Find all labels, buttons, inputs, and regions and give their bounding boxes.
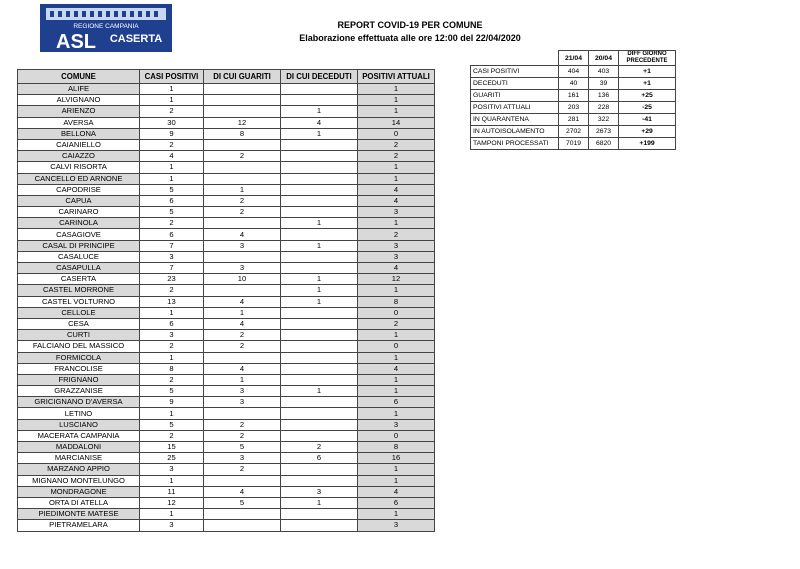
value-cell: 1 [281,106,358,117]
value-cell: 3 [358,240,435,251]
value-cell: 2 [140,106,204,117]
value-cell: 1 [140,352,204,363]
table-row [18,497,435,508]
value-cell [204,95,281,106]
value-cell [281,207,358,218]
summary-value: +1 [619,66,676,78]
value-cell [204,285,281,296]
table-row [18,397,435,408]
value-cell: 2 [358,139,435,150]
summary-value: -25 [619,102,676,114]
value-cell: 7 [140,240,204,251]
comune-cell: CASERTA [18,274,140,285]
table-row [18,330,435,341]
value-cell [204,352,281,363]
value-cell [281,95,358,106]
table-row [18,285,435,296]
value-cell: 2 [204,430,281,441]
value-cell: 4 [358,195,435,206]
comune-cell: CANCELLO ED ARNONE [18,173,140,184]
value-cell: 6 [140,195,204,206]
table-row [18,139,435,150]
table-row [18,229,435,240]
table-row [18,386,435,397]
comune-cell: CASAGIOVE [18,229,140,240]
summary-label: POSITIVI ATTUALI [471,102,559,114]
summary-value: +25 [619,90,676,102]
value-cell: 5 [204,442,281,453]
value-cell: 0 [358,341,435,352]
summary-value: 40 [559,78,589,90]
table-row [18,106,435,117]
summary-row [471,138,676,150]
value-cell [204,139,281,150]
value-cell: 4 [204,486,281,497]
value-cell: 1 [358,464,435,475]
comune-cell: PIETRAMELARA [18,520,140,531]
value-cell: 4 [281,117,358,128]
summary-row [471,114,676,126]
value-cell: 1 [281,218,358,229]
value-cell: 5 [140,207,204,218]
comune-cell: FALCIANO DEL MASSICO [18,341,140,352]
summary-value: 403 [589,66,619,78]
summary-row [471,90,676,102]
summary-value: 39 [589,78,619,90]
value-cell: 7 [140,263,204,274]
value-cell: 23 [140,274,204,285]
value-cell: 1 [358,218,435,229]
summary-table [470,50,676,150]
value-cell [281,139,358,150]
value-cell: 2 [204,207,281,218]
table-row [18,430,435,441]
table-row [18,509,435,520]
comune-cell: CURTI [18,330,140,341]
table-row [18,464,435,475]
value-cell: 3 [358,419,435,430]
column-header: COMUNE [18,70,140,84]
comune-cell: LETINO [18,408,140,419]
comune-cell: CASAPULLA [18,263,140,274]
column-header: DI CUI DECEDUTI [281,70,358,84]
summary-label: DECEDUTI [471,78,559,90]
table-row [18,296,435,307]
summary-row [471,126,676,138]
value-cell: 4 [204,229,281,240]
comune-cell: CESA [18,318,140,329]
value-cell: 8 [358,442,435,453]
summary-table-header [471,51,676,66]
table-row [18,240,435,251]
value-cell [281,520,358,531]
value-cell: 1 [140,509,204,520]
value-cell: 9 [140,397,204,408]
value-cell [204,106,281,117]
value-cell: 3 [204,453,281,464]
comune-cell: GRAZZANISE [18,386,140,397]
comune-cell: CAPODRISE [18,184,140,195]
table-row [18,173,435,184]
value-cell [281,251,358,262]
summary-label: IN QUARANTENA [471,114,559,126]
table-row [18,520,435,531]
value-cell: 14 [358,117,435,128]
comune-cell: MARZANO APPIO [18,464,140,475]
table-row [18,151,435,162]
table-row [18,274,435,285]
value-cell: 1 [140,162,204,173]
table-row [18,486,435,497]
value-cell: 1 [358,352,435,363]
table-row [18,408,435,419]
comune-cell: MONDRAGONE [18,486,140,497]
value-cell [281,263,358,274]
value-cell: 1 [204,184,281,195]
value-cell: 2 [140,341,204,352]
value-cell: 2 [204,151,281,162]
summary-value: 6820 [589,138,619,150]
value-cell [281,84,358,95]
value-cell: 1 [140,84,204,95]
summary-value: 2673 [589,126,619,138]
value-cell: 1 [358,374,435,385]
summary-label: CASI POSITIVI [471,66,559,78]
value-cell [204,173,281,184]
summary-value: 2702 [559,126,589,138]
value-cell: 3 [140,251,204,262]
value-cell: 3 [358,251,435,262]
value-cell: 1 [281,274,358,285]
comune-cell: PIEDIMONTE MATESE [18,509,140,520]
summary-row [471,78,676,90]
value-cell [281,330,358,341]
value-cell: 3 [358,520,435,531]
value-cell [281,509,358,520]
value-cell [281,419,358,430]
value-cell: 8 [140,363,204,374]
table-row [18,352,435,363]
comune-cell: AVERSA [18,117,140,128]
value-cell: 3 [204,397,281,408]
value-cell [281,408,358,419]
table-row [18,341,435,352]
value-cell: 1 [358,173,435,184]
value-cell: 10 [204,274,281,285]
comune-cell: MIGNANO MONTELUNGO [18,475,140,486]
value-cell: 1 [140,475,204,486]
value-cell [281,162,358,173]
value-cell: 3 [204,386,281,397]
value-cell: 2 [358,151,435,162]
value-cell: 12 [358,274,435,285]
value-cell: 1 [358,330,435,341]
summary-label: TAMPONI PROCESSATI [471,138,559,150]
value-cell: 5 [204,497,281,508]
comuni-table [17,69,435,532]
table-row [18,363,435,374]
value-cell: 4 [204,296,281,307]
value-cell: 4 [358,363,435,374]
value-cell [281,151,358,162]
summary-value: 7019 [559,138,589,150]
value-cell: 6 [358,397,435,408]
value-cell: 2 [204,330,281,341]
comune-cell: ALIFE [18,84,140,95]
summary-column-header: DIFF GIORNO PRECEDENTE [619,51,676,66]
value-cell [204,408,281,419]
value-cell [281,374,358,385]
value-cell: 30 [140,117,204,128]
value-cell: 2 [358,229,435,240]
value-cell: 4 [140,151,204,162]
comune-cell: CASTEL VOLTURNO [18,296,140,307]
comune-cell: BELLONA [18,128,140,139]
value-cell [204,509,281,520]
value-cell: 15 [140,442,204,453]
value-cell [204,251,281,262]
value-cell: 3 [140,520,204,531]
comuni-table-header [18,70,435,84]
comune-cell: CARINOLA [18,218,140,229]
comune-cell: CAPUA [18,195,140,206]
value-cell: 1 [281,497,358,508]
summary-value: 404 [559,66,589,78]
value-cell: 5 [140,386,204,397]
value-cell [281,195,358,206]
value-cell: 3 [140,464,204,475]
value-cell [281,318,358,329]
value-cell [281,475,358,486]
value-cell: 1 [204,374,281,385]
summary-value: -41 [619,114,676,126]
value-cell: 1 [140,408,204,419]
value-cell [204,218,281,229]
value-cell: 1 [281,386,358,397]
table-row [18,263,435,274]
summary-value: +1 [619,78,676,90]
comune-cell: ARIENZO [18,106,140,117]
value-cell: 4 [204,318,281,329]
value-cell: 3 [281,486,358,497]
summary-value: 161 [559,90,589,102]
value-cell: 1 [281,285,358,296]
comune-cell: MADDALONI [18,442,140,453]
value-cell: 1 [140,173,204,184]
summary-row [471,66,676,78]
value-cell: 1 [140,307,204,318]
value-cell: 1 [358,95,435,106]
value-cell: 6 [140,318,204,329]
summary-label: GUARITI [471,90,559,102]
table-row [18,195,435,206]
table-row [18,453,435,464]
value-cell [204,84,281,95]
comune-cell: CALVI RISORTA [18,162,140,173]
value-cell: 4 [358,486,435,497]
value-cell: 0 [358,307,435,318]
comune-cell: CELLOLE [18,307,140,318]
value-cell: 3 [140,330,204,341]
value-cell [204,162,281,173]
summary-label: IN AUTOISOLAMENTO [471,126,559,138]
summary-value: +29 [619,126,676,138]
value-cell: 1 [140,95,204,106]
summary-column-header: 20/04 [589,51,619,66]
value-cell: 1 [358,285,435,296]
value-cell: 2 [281,442,358,453]
value-cell [204,520,281,531]
value-cell [281,173,358,184]
value-cell: 0 [358,128,435,139]
value-cell: 4 [204,363,281,374]
value-cell: 12 [140,497,204,508]
table-row [18,442,435,453]
value-cell: 1 [281,128,358,139]
value-cell: 2 [204,419,281,430]
value-cell: 5 [140,184,204,195]
comune-cell: CASAL DI PRINCIPE [18,240,140,251]
table-row [18,184,435,195]
table-row [18,374,435,385]
summary-value: 228 [589,102,619,114]
value-cell: 0 [358,430,435,441]
value-cell: 1 [358,408,435,419]
value-cell: 3 [358,207,435,218]
comune-cell: GRICIGNANO D'AVERSA [18,397,140,408]
summary-value: 203 [559,102,589,114]
value-cell: 3 [204,240,281,251]
value-cell: 12 [204,117,281,128]
value-cell: 16 [358,453,435,464]
value-cell: 6 [140,229,204,240]
value-cell: 11 [140,486,204,497]
table-row [18,419,435,430]
value-cell: 25 [140,453,204,464]
value-cell: 2 [140,218,204,229]
blank-header [471,51,559,66]
table-row [18,475,435,486]
value-cell: 2 [140,139,204,150]
value-cell: 1 [204,307,281,318]
table-row [18,128,435,139]
value-cell: 3 [204,263,281,274]
value-cell: 2 [140,285,204,296]
value-cell: 2 [204,464,281,475]
table-row [18,162,435,173]
column-header: CASI POSITIVI [140,70,204,84]
table-row [18,251,435,262]
value-cell: 1 [281,240,358,251]
value-cell: 5 [140,419,204,430]
table-row [18,95,435,106]
summary-value: 136 [589,90,619,102]
value-cell [281,229,358,240]
value-cell: 1 [358,475,435,486]
value-cell [281,341,358,352]
comune-cell: CAIANIELLO [18,139,140,150]
value-cell [281,352,358,363]
summary-column-header: 21/04 [559,51,589,66]
value-cell: 4 [358,184,435,195]
table-row [18,307,435,318]
value-cell: 8 [204,128,281,139]
value-cell: 1 [358,386,435,397]
comune-cell: FRIGNANO [18,374,140,385]
value-cell: 9 [140,128,204,139]
table-row [18,218,435,229]
value-cell [281,397,358,408]
value-cell: 1 [358,84,435,95]
comune-cell: MACERATA CAMPANIA [18,430,140,441]
comune-cell: ORTA DI ATELLA [18,497,140,508]
value-cell: 1 [358,509,435,520]
summary-value: 281 [559,114,589,126]
summary-value: 322 [589,114,619,126]
value-cell: 2 [204,195,281,206]
table-row [18,84,435,95]
logo-line1: REGIONE CAMPANIA [73,23,139,30]
column-header: POSITIVI ATTUALI [358,70,435,84]
value-cell: 8 [358,296,435,307]
value-cell [281,307,358,318]
value-cell [204,475,281,486]
value-cell: 2 [140,430,204,441]
value-cell: 6 [281,453,358,464]
value-cell: 1 [358,162,435,173]
comune-cell: CASTEL MORRONE [18,285,140,296]
comune-cell: FRANCOLISE [18,363,140,374]
value-cell: 2 [358,318,435,329]
comune-cell: LUSCIANO [18,419,140,430]
report-title: REPORT COVID-19 PER COMUNE [337,20,483,30]
value-cell: 1 [358,106,435,117]
comune-cell: FORMICOLA [18,352,140,363]
logo-main: ASL [56,31,96,52]
comune-cell: MARCIANISE [18,453,140,464]
summary-row [471,102,676,114]
value-cell: 4 [358,263,435,274]
value-cell [281,184,358,195]
value-cell: 6 [358,497,435,508]
comune-cell: ALVIGNANO [18,95,140,106]
report-subtitle: Elaborazione effettuata alle ore 12:00 del 22/04/2020 [299,33,521,43]
value-cell [281,464,358,475]
table-row [18,117,435,128]
value-cell: 13 [140,296,204,307]
comune-cell: CASALUCE [18,251,140,262]
value-cell [281,363,358,374]
logo-sub: CASERTA [109,33,163,45]
value-cell: 1 [281,296,358,307]
comune-cell: CARINARO [18,207,140,218]
value-cell: 2 [204,341,281,352]
summary-value: +199 [619,138,676,150]
table-row [18,207,435,218]
table-row [18,318,435,329]
value-cell: 2 [140,374,204,385]
value-cell [281,430,358,441]
comune-cell: CAIAZZO [18,151,140,162]
column-header: DI CUI GUARITI [204,70,281,84]
